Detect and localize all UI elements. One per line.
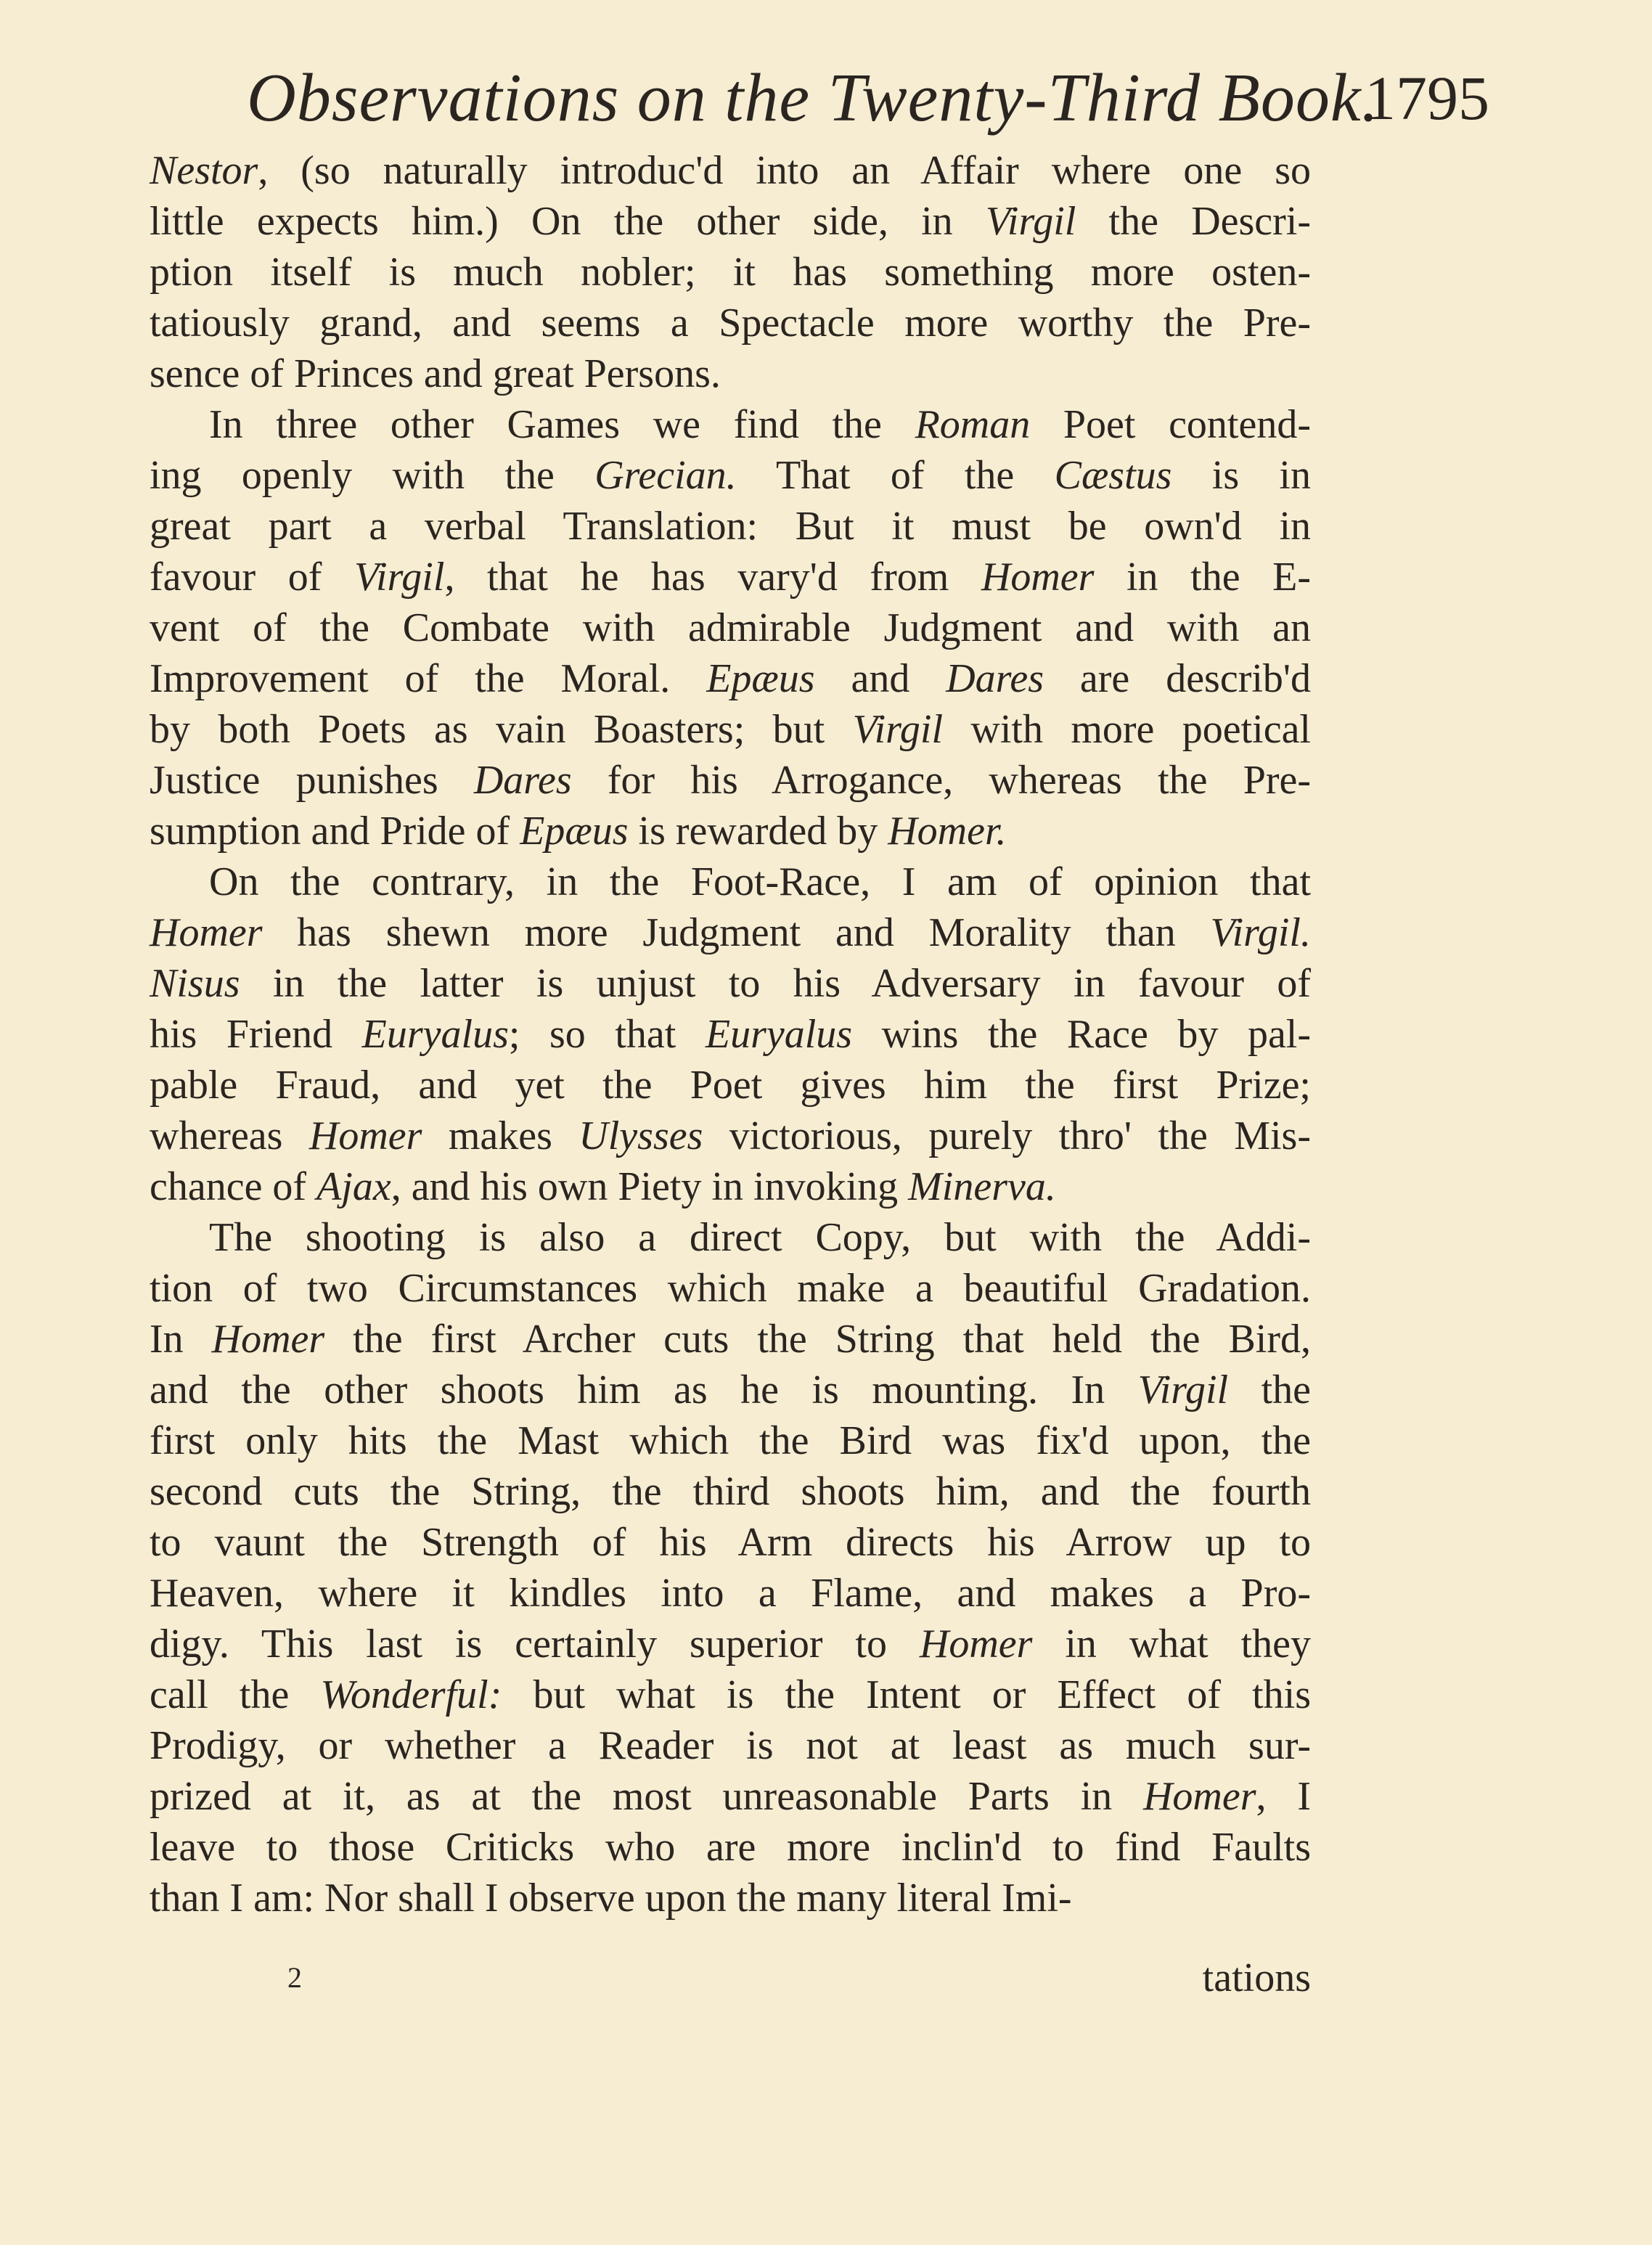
italic-run: Homer	[981, 555, 1095, 600]
italic-run: Homer	[1142, 1774, 1256, 1819]
text-run: vent of the Combate with admirable Judgment and with an	[150, 605, 1311, 650]
text-line	[150, 1669, 1311, 1720]
text-run: his Friend	[150, 1012, 362, 1057]
text-run: the	[1228, 1367, 1311, 1412]
text-run: On the contrary, in the Foot-Race, I am of opinion that	[209, 859, 1311, 904]
text-run: the Descri-	[1076, 199, 1312, 244]
text-run: digy. This last is certainly superior to	[150, 1622, 920, 1667]
text-run: in what they	[1032, 1622, 1311, 1667]
text-line	[150, 704, 1311, 755]
page-number: 1795	[1365, 63, 1489, 133]
text-run: are describ'd	[1044, 656, 1311, 701]
text-run: second cuts the String, the third shoots him, and the fourth	[150, 1469, 1311, 1514]
text-run: , that he has vary'd from	[444, 555, 981, 600]
text-line	[150, 196, 1311, 247]
text-line	[150, 958, 1311, 1009]
italic-run: Homer	[150, 910, 263, 955]
text-run: In three other Games we find the	[209, 402, 915, 447]
text-line	[150, 1720, 1311, 1771]
text-line	[150, 348, 1311, 399]
text-line	[150, 501, 1311, 552]
italic-run: Nisus	[150, 961, 240, 1006]
text-run: favour of	[150, 555, 354, 600]
text-run: The shooting is also a direct Copy, but with the Addi-	[209, 1215, 1311, 1260]
text-run: leave to those Criticks who are more inclin'd to find Faults	[150, 1825, 1311, 1870]
italic-run: Euryalus	[361, 1012, 509, 1057]
text-run: than I am: Nor shall I observe upon the many literal Imi-	[150, 1876, 1072, 1921]
text-line	[150, 1466, 1311, 1517]
text-run: victorious, purely thro' the Mis-	[703, 1113, 1311, 1158]
text-run: wins the Race by pal-	[852, 1012, 1312, 1057]
italic-run: Ajax	[316, 1164, 391, 1209]
text-run: in the latter is unjust to his Adversary in favour of	[240, 961, 1311, 1006]
italic-run: Grecian.	[594, 453, 737, 498]
text-line	[150, 1517, 1311, 1568]
italic-run: Dares	[946, 656, 1044, 701]
text-run: , I	[1256, 1774, 1311, 1819]
text-run: for his Arrogance, whereas the Pre-	[571, 758, 1311, 803]
text-run: Justice punishes	[150, 758, 474, 803]
text-run: sence of Princes and great Persons.	[150, 351, 721, 396]
text-line	[150, 450, 1311, 501]
text-line	[150, 602, 1311, 653]
italic-run: Epæus	[520, 809, 629, 854]
text-run: chance of	[150, 1164, 317, 1209]
italic-run: Nestor	[150, 148, 258, 193]
text-run: little expects him.) On the other side, in	[150, 199, 986, 244]
text-line	[150, 1111, 1311, 1161]
text-run: ption itself is much nobler; it has something more osten-	[150, 250, 1311, 295]
text-line	[150, 298, 1311, 348]
text-run: with more poetical	[943, 707, 1311, 752]
italic-run: Homer	[919, 1622, 1033, 1667]
text-line	[150, 1314, 1311, 1365]
text-line	[150, 1619, 1311, 1669]
text-line	[150, 1568, 1311, 1619]
italic-run: Homer	[308, 1113, 422, 1158]
text-run: Improvement of the Moral.	[150, 656, 707, 701]
text-line	[150, 806, 1311, 856]
italic-run: Virgil	[353, 555, 445, 600]
text-run: the first Archer cuts the String that held the Bird,	[324, 1317, 1312, 1362]
page-footer	[150, 1952, 1311, 2003]
text-run: Prodigy, or whether a Reader is not at least as much sur-	[150, 1723, 1311, 1768]
text-run: call the	[150, 1672, 321, 1717]
text-line	[150, 399, 1311, 450]
italic-run: Virgil	[852, 707, 944, 752]
text-run: has shewn more Judgment and Morality than	[262, 910, 1211, 955]
text-run: , (so naturally introduc'd into an Affair where one so	[258, 148, 1311, 193]
text-run: sumption and Pride of	[150, 809, 520, 854]
signature-mark: 2	[287, 1961, 302, 1994]
italic-run: Cæstus	[1054, 453, 1172, 498]
text-line	[150, 1263, 1311, 1314]
text-line	[150, 1365, 1311, 1415]
text-run: prized at it, as at the most unreasonable Parts in	[150, 1774, 1143, 1819]
text-run: is rewarded by	[628, 809, 888, 854]
text-run: first only hits the Mast which the Bird was fix'd upon, the	[150, 1418, 1311, 1463]
italic-run: Ulysses	[578, 1113, 703, 1158]
text-run: , and his own Piety in invoking	[390, 1164, 909, 1209]
italic-run: Homer.	[888, 809, 1007, 854]
italic-run: Wonderful:	[320, 1672, 502, 1717]
running-header	[247, 58, 1517, 138]
text-run: and	[814, 656, 946, 701]
text-run: by both Poets as vain Boasters; but	[150, 707, 853, 752]
text-line	[150, 1212, 1311, 1263]
text-run: ; so that	[508, 1012, 706, 1057]
text-line	[150, 755, 1311, 806]
italic-run: Virgil.	[1210, 910, 1311, 955]
text-run: Heaven, where it kindles into a Flame, and makes a Pro-	[150, 1571, 1311, 1616]
text-line	[150, 907, 1311, 958]
text-run: but what is the Intent or Effect of this	[502, 1672, 1311, 1717]
italic-run: Epæus	[706, 656, 815, 701]
text-line	[150, 1060, 1311, 1111]
text-run: Poet contend-	[1030, 402, 1311, 447]
text-run: whereas	[150, 1113, 309, 1158]
italic-run: Dares	[473, 758, 572, 803]
text-run: tion of two Circumstances which make a beautiful Gradation.	[150, 1266, 1311, 1311]
text-line	[150, 247, 1311, 298]
text-line	[150, 1822, 1311, 1873]
body-text	[150, 145, 1311, 1923]
italic-run: Virgil	[1137, 1367, 1229, 1412]
italic-run: Virgil	[985, 199, 1076, 244]
text-line	[150, 856, 1311, 907]
text-line	[150, 145, 1311, 196]
text-run: That of the	[736, 453, 1055, 498]
text-run: in the E-	[1094, 555, 1311, 600]
text-run: makes	[422, 1113, 579, 1158]
text-line	[150, 1771, 1311, 1822]
italic-run: Roman	[915, 402, 1031, 447]
text-run: to vaunt the Strength of his Arm directs his Arrow up to	[150, 1520, 1311, 1565]
text-run: is in	[1171, 453, 1311, 498]
running-title: Observations on the Twenty-Third Book.	[247, 60, 1380, 136]
italic-run: Homer	[211, 1317, 325, 1362]
catchword: tations	[1202, 1955, 1311, 2000]
text-run: ing openly with the	[150, 453, 595, 498]
text-line	[150, 1415, 1311, 1466]
text-run: In	[150, 1317, 212, 1362]
text-run: pable Fraud, and yet the Poet gives him the first Prize;	[150, 1063, 1311, 1108]
text-line	[150, 653, 1311, 704]
text-line	[150, 552, 1311, 602]
text-run: great part a verbal Translation: But it must be own'd in	[150, 504, 1311, 549]
italic-run: Minerva.	[908, 1164, 1056, 1209]
text-line	[150, 1161, 1311, 1212]
text-run: tatiously grand, and seems a Spectacle more worthy the Pre-	[150, 300, 1311, 345]
italic-run: Euryalus	[705, 1012, 853, 1057]
text-line	[150, 1873, 1311, 1923]
text-run: and the other shoots him as he is mounting. In	[150, 1367, 1138, 1412]
text-line	[150, 1009, 1311, 1060]
